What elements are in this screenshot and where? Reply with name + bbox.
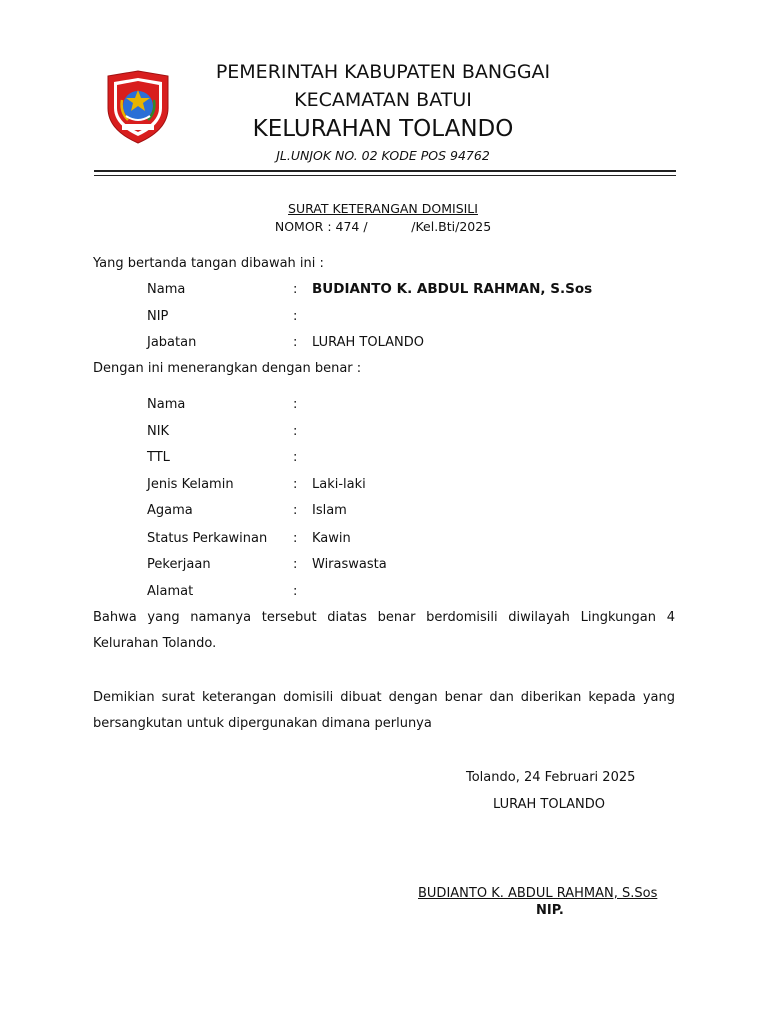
subject-label-marital: Status Perkawinan (147, 531, 268, 546)
letter-number: NOMOR : 474 / /Kel.Bti/2025 (274, 219, 492, 234)
header-village: KELURAHAN TOLANDO (252, 116, 514, 142)
subject-label-gender: Jenis Kelamin (147, 477, 234, 492)
subject-value-occupation: Wiraswasta (312, 557, 387, 572)
signer-colon-nip: : (293, 309, 298, 324)
statement-text: Dengan ini menerangkan dengan benar : (93, 361, 362, 376)
subject-label-address: Alamat (147, 584, 194, 599)
signer-label-name: Nama (147, 282, 186, 297)
signer-value-position: LURAH TOLANDO (312, 335, 424, 350)
signer-label-nip: NIP (147, 309, 169, 324)
subject-colon-name: : (293, 397, 298, 412)
signer-value-name: BUDIANTO K. ABDUL RAHMAN, S.Sos (312, 281, 593, 297)
signature-name: BUDIANTO K. ABDUL RAHMAN, S.Sos (418, 886, 658, 901)
domicile-paragraph: Bahwa yang namanya tersebut diatas benar berdomisili diwilayah Lingkungan 4 Kelurahan Tolando. (93, 610, 675, 651)
subject-value-marital: Kawin (312, 531, 351, 546)
subject-label-ttl: TTL (147, 450, 170, 465)
header-address: JL.UNJOK NO. 02 KODE POS 94762 (276, 148, 490, 163)
header-divider-thin (94, 175, 676, 176)
intro-text: Yang bertanda tangan dibawah ini : (93, 256, 324, 271)
subject-label-occupation: Pekerjaan (147, 557, 211, 572)
letter-title: SURAT KETERANGAN DOMISILI (288, 201, 478, 216)
subject-value-gender: Laki-laki (312, 477, 366, 492)
header-divider-thick (94, 170, 676, 172)
signer-colon-position: : (293, 335, 298, 350)
signer-colon-name: : (293, 282, 298, 297)
subject-colon-occupation: : (293, 557, 298, 572)
header-government: PEMERINTAH KABUPATEN BANGGAI (215, 61, 551, 83)
subject-colon-religion: : (293, 503, 298, 518)
signature-title: LURAH TOLANDO (493, 797, 605, 812)
subject-label-name: Nama (147, 397, 186, 412)
subject-colon-ttl: : (293, 450, 298, 465)
subject-colon-gender: : (293, 477, 298, 492)
signer-label-position: Jabatan (147, 335, 197, 350)
signature-nip: NIP. (536, 903, 564, 918)
subject-colon-nik: : (293, 424, 298, 439)
subject-value-religion: Islam (312, 503, 347, 518)
place-date: Tolando, 24 Februari 2025 (466, 770, 636, 785)
subject-label-nik: NIK (147, 424, 170, 439)
subject-label-religion: Agama (147, 503, 193, 518)
subject-colon-marital: : (293, 531, 298, 546)
closing-paragraph: Demikian surat keterangan domisili dibuat dengan benar dan diberikan kepada yang bersangkutan untuk dipergunakan dimana perlunya (93, 690, 675, 731)
header-district: KECAMATAN BATUI (294, 89, 472, 111)
subject-colon-address: : (293, 584, 298, 599)
